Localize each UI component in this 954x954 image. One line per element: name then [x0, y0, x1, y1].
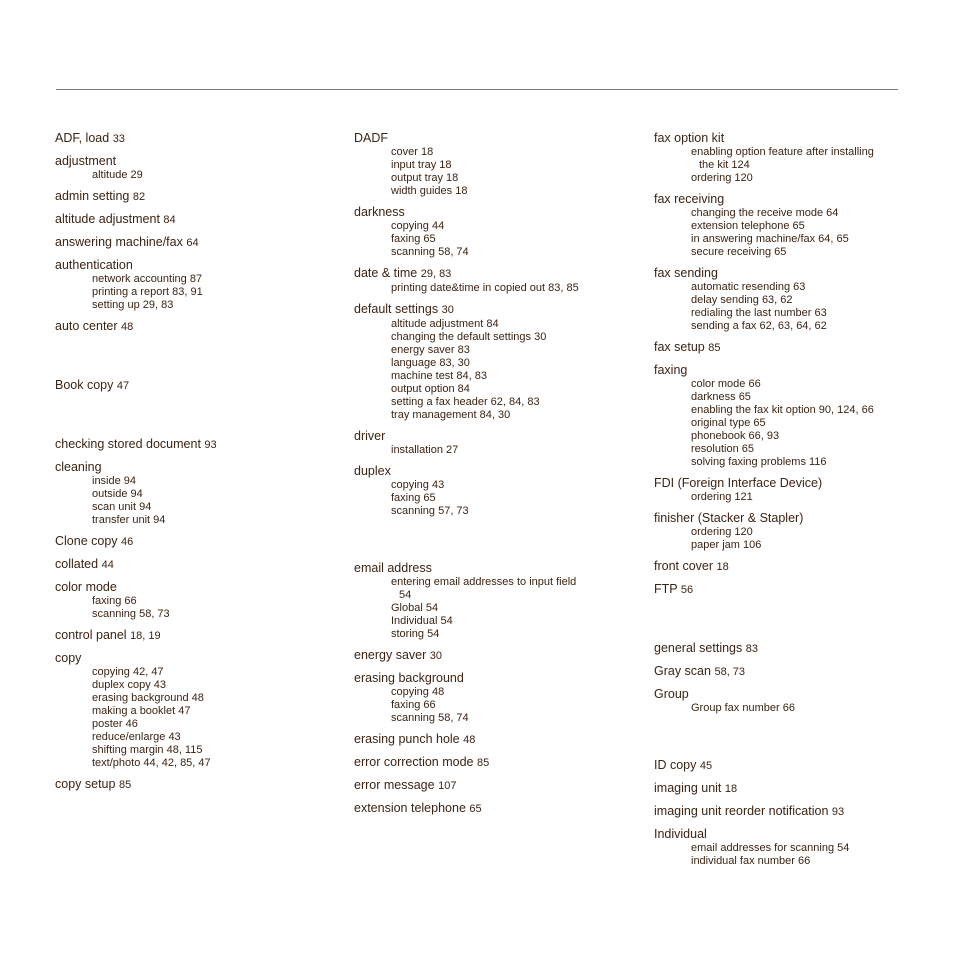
index-subentry[interactable]: scanning 58, 74: [391, 246, 469, 258]
index-term: [354, 464, 614, 479]
index-term: [354, 302, 614, 318]
index-subentry[interactable]: faxing 66: [92, 595, 137, 607]
index-term-text: checking stored document: [55, 437, 201, 451]
index-page-refs[interactable]: 85: [708, 342, 721, 354]
index-page-refs[interactable]: 46: [121, 536, 134, 548]
index-page-refs[interactable]: 45: [699, 760, 713, 772]
index-subentry[interactable]: Group fax number 66: [691, 702, 795, 714]
index-term-text: FDI (Foreign Interface Device): [654, 476, 823, 490]
index-term-text: date & time: [354, 266, 418, 280]
index-subentry[interactable]: original type 65: [691, 417, 766, 429]
index-page-refs[interactable]: 18, 19: [130, 630, 161, 642]
index-subentry[interactable]: scanning 58, 74: [391, 712, 469, 724]
index-term-text: Book copy: [55, 378, 114, 392]
index-term: [654, 511, 904, 526]
header-rule: [56, 89, 898, 90]
index-term-text: fax option kit: [654, 131, 725, 145]
index-subentry[interactable]: scanning 57, 73: [391, 505, 469, 517]
index-page-refs[interactable]: 33: [112, 133, 125, 145]
index-page-refs[interactable]: 64: [186, 237, 199, 249]
index-subentry[interactable]: storing 54: [391, 628, 440, 640]
index-entry: [654, 582, 904, 598]
index-subentry[interactable]: faxing 65: [391, 492, 436, 504]
index-term-text: ADF, load: [55, 131, 110, 145]
index-term-text: cleaning: [55, 460, 102, 474]
index-term-text: driver: [354, 429, 386, 443]
index-entry: [354, 648, 614, 664]
section-gap: [654, 722, 904, 758]
index-entry: [654, 192, 904, 259]
index-subentry[interactable]: erasing background 48: [92, 692, 204, 704]
index-page-refs[interactable]: 18: [716, 561, 729, 573]
index-term-text: copy setup: [55, 777, 116, 791]
index-term: [55, 189, 315, 205]
index-term-text: darkness: [354, 205, 405, 219]
index-term: [654, 687, 904, 702]
index-column-2: [354, 131, 614, 824]
index-subentry[interactable]: poster 46: [92, 718, 138, 730]
index-page-refs[interactable]: 47: [116, 380, 130, 392]
index-term: [654, 340, 904, 356]
index-term: [55, 319, 315, 335]
index-subentry[interactable]: darkness 65: [691, 391, 751, 403]
index-subentry[interactable]: network accounting 87: [92, 273, 203, 285]
index-subentry[interactable]: secure receiving 65: [691, 246, 787, 258]
index-term: [354, 205, 614, 220]
index-entry: [55, 557, 315, 573]
index-subentry[interactable]: text/photo 44, 42, 85, 47: [92, 757, 211, 769]
index-entry: [654, 781, 904, 797]
index-term: [354, 131, 614, 146]
index-subentry[interactable]: 54: [399, 589, 412, 601]
index-term-text: fax setup: [654, 340, 705, 354]
index-term: [354, 755, 614, 771]
index-term: [654, 363, 904, 378]
index-subentry[interactable]: Individual 54: [391, 615, 453, 627]
index-page-refs[interactable]: 29, 83: [420, 268, 452, 280]
index-term-text: adjustment: [55, 154, 117, 168]
index-term: [354, 266, 614, 282]
index-entry: [55, 651, 315, 770]
index-subentry[interactable]: transfer unit 94: [92, 514, 166, 526]
index-term-text: fax receiving: [654, 192, 725, 206]
index-term: [55, 534, 315, 550]
section-gap: [55, 401, 315, 437]
index-page-refs[interactable]: 84: [163, 214, 176, 226]
index-term: [55, 460, 315, 475]
index-term-text: general settings: [654, 641, 743, 655]
index-subentry[interactable]: copying 42, 47: [92, 666, 164, 678]
index-page-refs[interactable]: 48: [463, 734, 476, 746]
index-entry: [354, 801, 614, 817]
index-entry: [354, 778, 614, 794]
index-subentry[interactable]: copying 44: [391, 220, 445, 232]
index-term: [654, 476, 904, 491]
index-entry: [654, 363, 904, 469]
index-subentry[interactable]: ordering 121: [691, 491, 753, 503]
index-subentry[interactable]: scan unit 94: [92, 501, 152, 513]
index-page-refs[interactable]: 58, 73: [714, 666, 746, 678]
index-entry: [354, 205, 614, 259]
index-entry: [654, 340, 904, 356]
index-entry: [354, 429, 614, 457]
index-subentry[interactable]: altitude adjustment 84: [391, 318, 499, 330]
index-term: [654, 641, 904, 657]
index-subentry[interactable]: sending a fax 62, 63, 64, 62: [691, 320, 827, 332]
index-term: [55, 557, 315, 573]
index-subentry[interactable]: changing the default settings 30: [391, 331, 547, 343]
index-page-refs[interactable]: 83: [745, 643, 758, 655]
index-subentry[interactable]: output option 84: [391, 383, 470, 395]
index-term-text: duplex: [354, 464, 391, 478]
index-subentry[interactable]: setting up 29, 83: [92, 299, 174, 311]
index-subentry[interactable]: redialing the last number 63: [691, 307, 827, 319]
index-subentry[interactable]: setting a fax header 62, 84, 83: [391, 396, 540, 408]
index-term-text: error correction mode: [354, 755, 474, 769]
index-subentry[interactable]: copying 48: [391, 686, 445, 698]
index-page-refs[interactable]: 56: [680, 584, 694, 596]
index-subentry[interactable]: resolution 65: [691, 443, 754, 455]
index-term: [354, 429, 614, 444]
index-term: [55, 131, 315, 147]
index-page-refs[interactable]: 65: [469, 803, 482, 815]
index-term-text: authentication: [55, 258, 133, 272]
index-entry: [55, 258, 315, 312]
index-term-text: collated: [55, 557, 99, 571]
index-subentry[interactable]: enabling option feature after installing: [691, 146, 874, 158]
index-term-text: FTP: [654, 582, 678, 596]
index-term-text: front cover: [654, 559, 714, 573]
index-term-text: fax sending: [654, 266, 718, 280]
index-page-refs[interactable]: 93: [831, 806, 845, 818]
index-subentry[interactable]: individual fax number 66: [691, 855, 811, 867]
index-entry: [55, 154, 315, 182]
index-term-text: Group: [654, 687, 689, 701]
index-term-text: color mode: [55, 580, 117, 594]
index-term: [654, 582, 904, 598]
index-term: [55, 154, 315, 169]
index-subentry[interactable]: scanning 58, 73: [92, 608, 170, 620]
index-term: [654, 804, 904, 820]
index-term-text: altitude adjustment: [55, 212, 160, 226]
index-entry: [354, 732, 614, 748]
index-subentry[interactable]: energy saver 83: [391, 344, 470, 356]
index-subentry[interactable]: installation 27: [391, 444, 459, 456]
index-page-refs[interactable]: 30: [441, 304, 454, 316]
index-term: [654, 131, 904, 146]
index-page-refs[interactable]: 85: [476, 757, 490, 769]
index-term: [55, 378, 315, 394]
index-page-refs[interactable]: 30: [429, 650, 442, 662]
index-term: [354, 561, 614, 576]
index-subentry[interactable]: altitude 29: [92, 169, 143, 181]
index-subentry[interactable]: delay sending 63, 62: [691, 294, 793, 306]
index-term-text: erasing punch hole: [354, 732, 460, 746]
index-term-text: faxing: [654, 363, 688, 377]
index-entry: [654, 687, 904, 715]
index-subentry[interactable]: duplex copy 43: [92, 679, 166, 691]
index-subentry[interactable]: changing the receive mode 64: [691, 207, 839, 219]
index-term-text: finisher (Stacker & Stapler): [654, 511, 804, 525]
index-subentry[interactable]: automatic resending 63: [691, 281, 806, 293]
index-entry: [55, 189, 315, 205]
index-subentry[interactable]: the kit 124: [699, 159, 750, 171]
index-term: [55, 777, 315, 793]
index-subentry[interactable]: tray management 84, 30: [391, 409, 511, 421]
index-subentry[interactable]: solving faxing problems 116: [691, 456, 827, 468]
index-entry: [55, 378, 315, 394]
index-term: [654, 758, 904, 774]
index-entry: [654, 804, 904, 820]
index-term-text: error message: [354, 778, 435, 792]
index-entry: [55, 319, 315, 335]
index-entry: [654, 641, 904, 657]
index-term-text: copy: [55, 651, 82, 665]
index-term: [654, 559, 904, 575]
index-subentry[interactable]: enabling the fax kit option 90, 124, 66: [691, 404, 874, 416]
index-subentry[interactable]: email addresses for scanning 54: [691, 842, 850, 854]
index-column-3: [654, 131, 904, 875]
index-page-refs[interactable]: 85: [118, 779, 132, 791]
index-page-refs[interactable]: 93: [204, 439, 217, 451]
index-term-text: extension telephone: [354, 801, 466, 815]
index-entry: [354, 755, 614, 771]
index-term-text: imaging unit: [654, 781, 722, 795]
index-term: [55, 437, 315, 453]
index-subentry[interactable]: machine test 84, 83: [391, 370, 488, 382]
index-subentry[interactable]: inside 94: [92, 475, 137, 487]
index-entry: [55, 212, 315, 228]
index-entry: [354, 671, 614, 725]
index-term: [654, 827, 904, 842]
index-entry: [654, 758, 904, 774]
index-term: [55, 212, 315, 228]
index-term: [55, 580, 315, 595]
index-term: [55, 235, 315, 251]
index-subentry[interactable]: shifting margin 48, 115: [92, 744, 203, 756]
index-term: [55, 258, 315, 273]
index-term-text: control panel: [55, 628, 127, 642]
index-subentry[interactable]: copying 43: [391, 479, 445, 491]
index-term-text: ID copy: [654, 758, 697, 772]
index-subentry[interactable]: language 83, 30: [391, 357, 470, 369]
index-entry: [55, 131, 315, 147]
index-entry: [55, 534, 315, 550]
index-term-text: admin setting: [55, 189, 130, 203]
index-term: [354, 778, 614, 794]
index-term-text: DADF: [354, 131, 389, 145]
index-term-text: Clone copy: [55, 534, 118, 548]
index-term-text: answering machine/fax: [55, 235, 183, 249]
index-term: [55, 628, 315, 644]
index-entry: [55, 580, 315, 621]
index-entry: [354, 131, 614, 198]
index-subentry[interactable]: ordering 120: [691, 526, 753, 538]
index-term: [654, 664, 904, 680]
index-entry: [55, 628, 315, 644]
index-subentry[interactable]: faxing 66: [391, 699, 436, 711]
index-subentry[interactable]: phonebook 66, 93: [691, 430, 780, 442]
index-term-text: energy saver: [354, 648, 427, 662]
index-term-text: Gray scan: [654, 664, 711, 678]
index-subentry[interactable]: printing a report 83, 91: [92, 286, 203, 298]
index-term: [354, 671, 614, 686]
index-page-refs[interactable]: 107: [438, 780, 457, 792]
index-subentry[interactable]: ordering 120: [691, 172, 753, 184]
index-subentry[interactable]: outside 94: [92, 488, 143, 500]
index-term-text: imaging unit reorder notification: [654, 804, 829, 818]
index-term: [354, 732, 614, 748]
index-page-refs[interactable]: 48: [121, 321, 134, 333]
index-subentry[interactable]: in answering machine/fax 64, 65: [691, 233, 849, 245]
index-subentry[interactable]: cover 18: [391, 146, 434, 158]
index-term-text: default settings: [354, 302, 439, 316]
index-entry: [55, 777, 315, 793]
index-subentry[interactable]: entering email addresses to input field: [391, 576, 577, 588]
index-term: [654, 781, 904, 797]
index-subentry[interactable]: color mode 66: [691, 378, 761, 390]
index-term: [654, 192, 904, 207]
index-term-text: Individual: [654, 827, 707, 841]
index-subentry[interactable]: output tray 18: [391, 172, 459, 184]
index-term: [654, 266, 904, 281]
index-entry: [654, 476, 904, 504]
index-subentry[interactable]: input tray 18: [391, 159, 452, 171]
index-subentry[interactable]: making a booklet 47: [92, 705, 191, 717]
index-subentry[interactable]: Global 54: [391, 602, 439, 614]
index-subentry[interactable]: faxing 65: [391, 233, 436, 245]
index-entry: [654, 664, 904, 680]
index-entry: [55, 437, 315, 453]
index-entry: [354, 464, 614, 518]
section-gap: [654, 605, 904, 641]
index-entry: [654, 827, 904, 868]
section-gap: [55, 342, 315, 378]
index-entry: [55, 460, 315, 527]
index-page-refs[interactable]: 82: [132, 191, 146, 203]
index-term: [55, 651, 315, 666]
index-term-text: email address: [354, 561, 432, 575]
index-subentry[interactable]: paper jam 106: [691, 539, 762, 551]
index-entry: [654, 266, 904, 333]
index-page-refs[interactable]: 44: [101, 559, 114, 571]
index-term: [354, 801, 614, 817]
section-gap: [354, 525, 614, 561]
index-term: [354, 648, 614, 664]
index-column-1: [55, 131, 315, 800]
index-entry: [354, 561, 614, 641]
index-term-text: erasing background: [354, 671, 464, 685]
index-entry: [654, 131, 904, 185]
index-entry: [55, 235, 315, 251]
index-subentry[interactable]: reduce/enlarge 43: [92, 731, 181, 743]
index-entry: [654, 511, 904, 552]
index-entry: [354, 266, 614, 295]
index-term-text: auto center: [55, 319, 118, 333]
index-page-refs[interactable]: 18: [724, 783, 738, 795]
index-entry: [354, 302, 614, 422]
index-subentry[interactable]: printing date&time in copied out 83, 85: [391, 282, 579, 294]
index-entry: [654, 559, 904, 575]
index-subentry[interactable]: extension telephone 65: [691, 220, 805, 232]
index-subentry[interactable]: width guides 18: [391, 185, 468, 197]
